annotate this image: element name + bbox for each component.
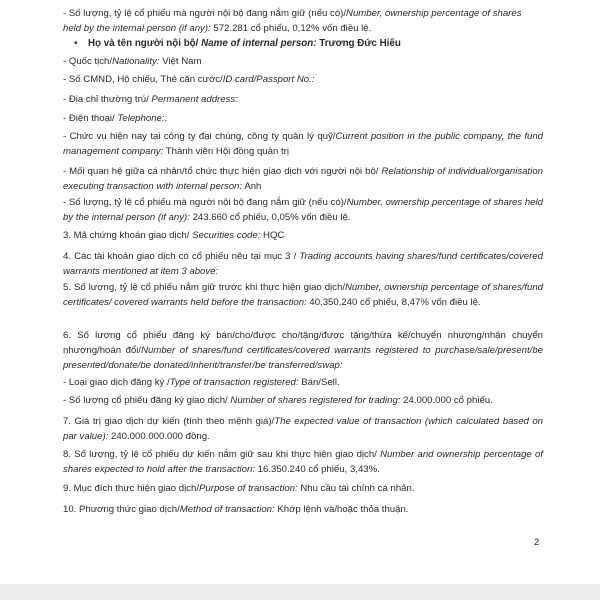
internal-person-heading: Họ và tên người nội bộ/ Name of internal person: Trương Đức Hiếu: [88, 38, 401, 49]
section-3-securities-code: 3. Mã chứng khoán giao dịch/ Securities code: HQC: [63, 230, 285, 241]
current-position-line: - Chức vụ hiện nay tại công ty đại chúng, công ty quản lý quỹ/Current position in the public company, the fund management company: Thành viên Hội đồng quản trị: [63, 131, 543, 157]
prior-person-shareholding: - Số lượng, tỷ lệ cổ phiếu mà người nội bộ đang nắm giữ (nếu có)/Number, ownership percentage of shares held by the internal person (if any): 572.281 cổ phiếu, 0,12% vốn điều lệ.: [63, 8, 522, 34]
section-5-holdings-before: 5. Số lượng, tỷ lệ cổ phiếu nắm giữ trước khi thực hiện giao dịch/Number, ownership percentage of shares/fund certificates/ covered warrants held before the transaction: 40.350.240 cổ phiếu, 8,47% vốn điều lệ.: [63, 282, 543, 308]
viewer-bottom-band: [0, 584, 600, 600]
section-7-expected-value: 7. Giá trị giao dịch dự kiến (tính theo mệnh giá)/The expected value of transaction (which calculated based on par value): 240.000.000.000 đồng.: [63, 416, 544, 442]
transaction-type-line: - Loại giao dịch đăng ký /Type of transaction registered: Bán/Sell.: [63, 377, 340, 388]
relationship-line: - Mối quan hệ giữa cá nhân/tổ chức thực hiện giao dịch với người nội bộ/ Relationship of individual/organisation executing transaction with internal person: Anh: [63, 166, 544, 192]
person-shareholding-line: - Số lượng, tỷ lệ cổ phiếu mà người nội bộ đang nắm giữ (nếu có)/Number, ownership percentage of shares held by the internal person (if any): 243.660 cổ phiếu, 0,05% vốn điều lệ.: [63, 197, 543, 223]
section-6-registered-shares: 6. Số lượng cổ phiếu đăng ký bán/cho/được cho/tặng/được tặng/thừa kế/chuyển nhượng/nhận chuyển nhượng/hoán đổi/Number of shares/fund certificates/covered warrants registered to purchase/sale/present/be presented/donate/be donated/inherit/transfer/be transferred/swap:: [63, 330, 543, 371]
section-8-expected-holdings: 8. Số lượng, tỷ lệ cổ phiếu dự kiến nắm giữ sau khi thực hiện giao dịch/ Number and ownership percentage of shares expected to hold after the transaction: 16.350.240 cổ phiếu, 3,43%.: [63, 449, 543, 475]
telephone-line: - Điện thoại/ Telephone:.: [63, 113, 168, 124]
registered-quantity-line: - Số lượng cổ phiếu đăng ký giao dịch/ Number of shares registered for trading: 24.000.000 cổ phiếu.: [63, 395, 493, 406]
permanent-address-line: - Địa chỉ thường trú/ Permanent address:: [63, 94, 238, 105]
page-number: 2: [534, 537, 540, 548]
id-card-line: - Số CMND, Hộ chiếu, Thẻ căn cước/ID card/Passport No.:: [63, 74, 315, 85]
bullet-point: •: [74, 38, 78, 49]
section-4-trading-accounts: 4. Các tài khoản giao dịch có cổ phiếu nêu tại mục 3 / Trading accounts having shares/fund certificates/covered warrants mentioned at item 3 above:: [63, 251, 543, 277]
section-10-method: 10. Phương thức giao dịch/Method of transaction: Khớp lệnh và/hoặc thỏa thuận.: [63, 504, 409, 515]
section-9-purpose: 9. Mục đích thực hiện giao dịch/Purpose of transaction: Nhu cầu tài chính cá nhân.: [63, 483, 415, 494]
nationality-line: - Quốc tịch/Nationality: Việt Nam: [63, 56, 202, 67]
